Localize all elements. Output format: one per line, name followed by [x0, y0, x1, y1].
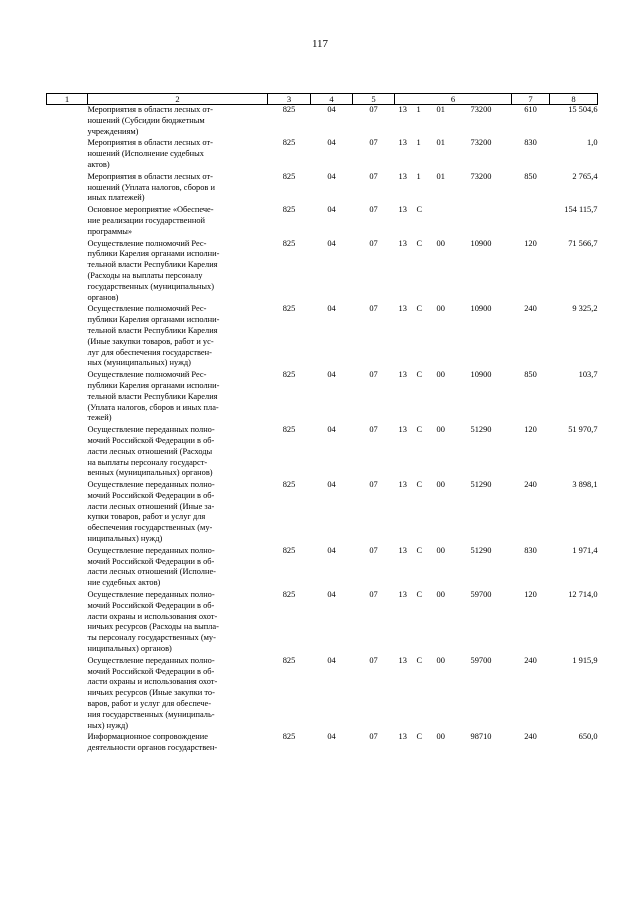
expenditure-name-line: Мероприятия в области лесных от- [87, 105, 213, 114]
column-header-8: 8 [550, 94, 598, 105]
target-article-part: 13 [398, 425, 407, 435]
target-article-part: 00 [436, 545, 445, 555]
expenditure-name-line: ниципальных) органов) [87, 644, 172, 654]
expenditure-name-line: ласти лесных отношений (Исполне- [87, 567, 216, 577]
cell-col-1 [47, 656, 88, 733]
expenditure-name-line: органов) [87, 292, 119, 302]
subsection-code: 07 [369, 171, 378, 181]
table-row [47, 656, 598, 733]
expense-type-code: 120 [524, 425, 537, 435]
target-article-part: 00 [436, 480, 445, 490]
expenditure-name [88, 425, 268, 480]
section-code: 04 [327, 590, 336, 600]
expenditure-name-line: ласти лесных отношений (Расходы [87, 446, 213, 456]
target-article-part: С [416, 545, 423, 555]
expenditure-name-line: ласти охраны и использования охот- [87, 677, 218, 687]
expenditure-name-line: публики Карелия органами исполни- [87, 249, 220, 259]
subsection-code: 07 [369, 590, 378, 600]
section-code: 04 [327, 171, 336, 181]
subsection-code: 07 [369, 238, 378, 248]
target-article-part: 51290 [470, 425, 492, 435]
target-article-part: 98710 [470, 732, 492, 742]
expense-type-code: 830 [524, 138, 537, 148]
subsection-code: 07 [369, 545, 378, 555]
section-code: 04 [327, 238, 336, 248]
expenditure-name-line: Осуществление переданных полно- [87, 480, 215, 490]
target-article-part: 00 [436, 732, 445, 742]
expense-type-code: 240 [524, 655, 537, 665]
target-article-code [395, 590, 512, 656]
amount: 103,7 [578, 370, 598, 380]
column-header-5: 5 [353, 94, 395, 105]
subsection-code: 07 [369, 370, 378, 380]
target-article-code [395, 239, 512, 305]
expense-type-code: 120 [524, 238, 537, 248]
section-code: 04 [327, 105, 336, 114]
expenditure-name-line: учреждениям) [87, 126, 139, 136]
expense-type-code: 610 [524, 105, 537, 114]
target-article-part: 1 [416, 138, 421, 148]
subsection-code: 07 [369, 205, 378, 215]
cell-col-1 [47, 732, 88, 755]
ministry-code: 825 [282, 425, 296, 435]
amount: 12 714,0 [568, 590, 598, 600]
target-article-part: С [416, 480, 423, 490]
amount: 3 898,1 [572, 480, 598, 490]
table-row [47, 105, 598, 139]
expenditure-name-line: ношений (Уплата налогов, сборов и [87, 182, 215, 192]
expenditure-name-line: тельной власти Республики Карелия [87, 260, 218, 270]
ministry-code: 825 [282, 238, 296, 248]
section-code: 04 [327, 370, 336, 380]
ministry-code: 825 [282, 138, 296, 148]
cell-col-1 [47, 480, 88, 546]
expenditure-name [88, 732, 268, 755]
cell-col-1 [47, 205, 88, 238]
ministry-code: 825 [282, 732, 296, 742]
amount: 154 115,7 [564, 205, 598, 215]
section-code: 04 [327, 425, 336, 435]
expenditure-name-line: ниципальных) нужд) [87, 534, 163, 544]
expenditure-name [88, 656, 268, 733]
expenditure-name-line: Осуществление полномочий Рес- [87, 304, 207, 314]
target-article-part: 00 [436, 590, 445, 600]
target-article-part: С [416, 655, 423, 665]
expense-type-code: 850 [524, 370, 537, 380]
amount: 71 566,7 [568, 238, 598, 248]
amount: 1 915,9 [572, 655, 598, 665]
target-article-part: 51290 [470, 545, 492, 555]
target-article-part: 13 [398, 590, 407, 600]
target-article-part: 13 [398, 655, 407, 665]
target-article-part: С [416, 425, 423, 435]
expenditure-name-line: государственных (муниципальных) [87, 281, 214, 291]
target-article-part: 10900 [470, 370, 492, 380]
expenditure-name-line: Информационное сопровождение [87, 732, 208, 742]
table-row [47, 138, 598, 171]
expenditure-name-line: ласти охраны и использования охот- [87, 611, 218, 621]
column-header-7: 7 [512, 94, 550, 105]
target-article-part: 00 [436, 655, 445, 665]
target-article-part: 13 [398, 545, 407, 555]
column-header-3: 3 [268, 94, 311, 105]
expense-type-code: 240 [524, 732, 537, 742]
expenditure-name-line: венных (муниципальных) органов) [87, 468, 213, 478]
expenditure-name [88, 370, 268, 425]
amount: 2 765,4 [572, 171, 598, 181]
ministry-code: 825 [282, 545, 296, 555]
cell-col-1 [47, 239, 88, 305]
expenditure-name-line: Осуществление полномочий Рес- [87, 370, 207, 380]
expenditure-name [88, 304, 268, 370]
cell-col-1 [47, 546, 88, 590]
target-article-part: 13 [398, 171, 407, 181]
expenditure-name-line: мочий Российской Федерации в об- [87, 490, 215, 500]
target-article-part: 13 [398, 304, 407, 314]
expense-type-code: 830 [524, 545, 537, 555]
expenditure-name [88, 105, 268, 139]
cell-col-1 [47, 370, 88, 425]
target-article-code [395, 105, 512, 139]
target-article-code [395, 480, 512, 546]
expense-type-code: 240 [524, 304, 537, 314]
subsection-code: 07 [369, 138, 378, 148]
section-code: 04 [327, 304, 336, 314]
expenditure-name-line: тежей) [87, 413, 112, 423]
expenditure-name-line: обеспечения государственных (му- [87, 523, 213, 533]
target-article-part: 10900 [470, 238, 492, 248]
target-article-code [395, 205, 512, 238]
expenditure-name-line: иных платежей) [87, 193, 145, 203]
subsection-code: 07 [369, 655, 378, 665]
table-row [47, 370, 598, 425]
target-article-part: 00 [436, 370, 445, 380]
cell-col-1 [47, 138, 88, 171]
cell-col-1 [47, 304, 88, 370]
expenditure-name-line: ние судебных актов) [87, 578, 161, 588]
expenditure-name-line: ния государственных (муниципаль- [87, 709, 215, 719]
header-row [47, 94, 598, 105]
target-article-part: С [416, 732, 423, 742]
page-number: 117 [311, 38, 329, 50]
subsection-code: 07 [369, 105, 378, 114]
target-article-part: 00 [436, 238, 445, 248]
expenditure-name-line: Мероприятия в области лесных от- [87, 171, 213, 181]
section-code: 04 [327, 480, 336, 490]
expenditure-name-line: ничьих ресурсов (Расходы на выпла- [87, 622, 219, 632]
target-article-part: 73200 [470, 171, 492, 181]
expenditure-name-line: Мероприятия в области лесных от- [87, 138, 213, 148]
target-article-part: 1 [416, 171, 421, 181]
expenditure-name [88, 590, 268, 656]
target-article-part: 00 [436, 304, 445, 314]
expenditure-name-line: ласти лесных отношений (Иные за- [87, 501, 215, 511]
cell-col-1 [47, 425, 88, 480]
column-header-6: 6 [395, 94, 512, 105]
expenditure-name [88, 205, 268, 238]
expenditure-name-line: деятельности органов государствен- [87, 743, 218, 753]
expenditure-name-line: актов) [87, 159, 110, 169]
target-article-part: 13 [398, 370, 407, 380]
section-code: 04 [327, 732, 336, 742]
expenditure-name-line: мочий Российской Федерации в об- [87, 666, 215, 676]
expenditure-name-line: Осуществление переданных полно- [87, 655, 215, 665]
expenditure-name-line: мочий Российской Федерации в об- [87, 556, 215, 566]
table-row [47, 304, 598, 370]
table-body [47, 105, 598, 756]
column-header-2: 2 [88, 94, 268, 105]
expenditure-name-line: (Расходы на выплаты персоналу [87, 270, 203, 280]
expenditure-name-line: ношений (Исполнение судебных [87, 149, 204, 159]
section-code: 04 [327, 138, 336, 148]
expenditure-name-line: публики Карелия органами исполни- [87, 315, 220, 325]
target-article-code [395, 425, 512, 480]
expenditure-name-line: ных) нужд) [87, 720, 129, 730]
expenditure-name [88, 480, 268, 546]
target-article-part: 51290 [470, 480, 492, 490]
ministry-code: 825 [282, 480, 296, 490]
target-article-code [395, 656, 512, 733]
expenditure-name [88, 138, 268, 171]
budget-table [46, 93, 598, 755]
target-article-part: 01 [436, 138, 445, 148]
ministry-code: 825 [282, 205, 296, 215]
expenditure-name-line: варов, работ и услуг для обеспече- [87, 699, 212, 709]
ministry-code: 825 [282, 105, 296, 114]
expenditure-name-line: Осуществление переданных полно- [87, 590, 215, 600]
table-row [47, 172, 598, 205]
amount: 15 504,6 [568, 105, 598, 114]
amount: 51 970,7 [568, 425, 598, 435]
expenditure-name-line: тельной власти Республики Карелия [87, 391, 218, 401]
target-article-part: 13 [398, 105, 407, 114]
target-article-code [395, 138, 512, 171]
expenditure-name-line: ты персоналу государственных (му- [87, 633, 216, 643]
target-article-part: 73200 [470, 105, 492, 114]
target-article-part: 00 [436, 425, 445, 435]
target-article-code [395, 546, 512, 590]
target-article-part: 73200 [470, 138, 492, 148]
amount: 1 971,4 [572, 545, 598, 555]
target-article-part: 59700 [470, 590, 492, 600]
table-row [47, 205, 598, 238]
target-article-part: С [416, 370, 423, 380]
target-article-code [395, 370, 512, 425]
target-article-part: С [416, 590, 423, 600]
table-row [47, 480, 598, 546]
target-article-part: С [416, 238, 423, 248]
target-article-part: 1 [416, 105, 421, 114]
amount: 1,0 [587, 138, 598, 148]
expenditure-name-line: публики Карелия органами исполни- [87, 380, 220, 390]
expense-type-code [512, 205, 550, 238]
expenditure-name-line: луг для обеспечения государствен- [87, 347, 212, 357]
target-article-code [395, 304, 512, 370]
table-row [47, 239, 598, 305]
expense-type-code: 240 [524, 480, 537, 490]
expense-type-code: 120 [524, 590, 537, 600]
target-article-part: 13 [398, 205, 407, 215]
target-article-part: 01 [436, 105, 445, 114]
ministry-code: 825 [282, 304, 296, 314]
expenditure-name [88, 239, 268, 305]
ministry-code: 825 [282, 590, 296, 600]
target-article-code [395, 732, 512, 755]
table-row [47, 732, 598, 755]
expenditure-name-line: купки товаров, работ и услуг для [87, 512, 206, 522]
expenditure-name-line: Осуществление переданных полно- [87, 425, 215, 435]
expenditure-name-line: мочий Российской Федерации в об- [87, 600, 215, 610]
subsection-code: 07 [369, 304, 378, 314]
expenditure-name-line: ношений (Субсидии бюджетным [87, 115, 205, 125]
ministry-code: 825 [282, 370, 296, 380]
amount: 650,0 [578, 732, 598, 742]
expenditure-name-line: (Иные закупки товаров, работ и ус- [87, 336, 214, 346]
subsection-code: 07 [369, 732, 378, 742]
target-article-part: С [416, 205, 423, 215]
subsection-code: 07 [369, 480, 378, 490]
target-article-part: 13 [398, 480, 407, 490]
subsection-code: 07 [369, 425, 378, 435]
ministry-code: 825 [282, 655, 296, 665]
expenditure-name-line: (Уплата налогов, сборов и иных пла- [87, 402, 219, 412]
expense-type-code: 850 [524, 171, 537, 181]
expenditure-name-line: ничьих ресурсов (Иные закупки то- [87, 688, 215, 698]
column-header-1: 1 [47, 94, 88, 105]
target-article-part: 10900 [470, 304, 492, 314]
column-header-4: 4 [311, 94, 353, 105]
target-article-part: 59700 [470, 655, 492, 665]
target-article-part: 01 [436, 171, 445, 181]
table-row [47, 590, 598, 656]
expenditure-name [88, 546, 268, 590]
expenditure-name-line: программы» [87, 226, 133, 236]
expenditure-name-line: ние реализации государственной [87, 215, 205, 225]
cell-col-1 [47, 590, 88, 656]
target-article-code [395, 172, 512, 205]
cell-col-1 [47, 105, 88, 139]
section-code: 04 [327, 205, 336, 215]
table-row [47, 425, 598, 480]
expenditure-name-line: Основное мероприятие «Обеспече- [87, 205, 214, 215]
amount: 9 325,2 [572, 304, 598, 314]
expenditure-name-line: мочий Российской Федерации в об- [87, 435, 215, 445]
target-article-part: 13 [398, 138, 407, 148]
target-article-part: С [416, 304, 423, 314]
section-code: 04 [327, 545, 336, 555]
expenditure-name-line: Осуществление полномочий Рес- [87, 238, 207, 248]
expenditure-name-line: ных (муниципальных) нужд) [87, 358, 191, 368]
ministry-code: 825 [282, 171, 296, 181]
table-row [47, 546, 598, 590]
target-article-part: 13 [398, 732, 407, 742]
expenditure-name-line: на выплаты персоналу государст- [87, 457, 208, 467]
target-article-part: 13 [398, 238, 407, 248]
expenditure-name-line: тельной власти Республики Карелия [87, 325, 218, 335]
cell-col-1 [47, 172, 88, 205]
expenditure-name-line: Осуществление переданных полно- [87, 545, 215, 555]
section-code: 04 [327, 655, 336, 665]
expenditure-name [88, 172, 268, 205]
